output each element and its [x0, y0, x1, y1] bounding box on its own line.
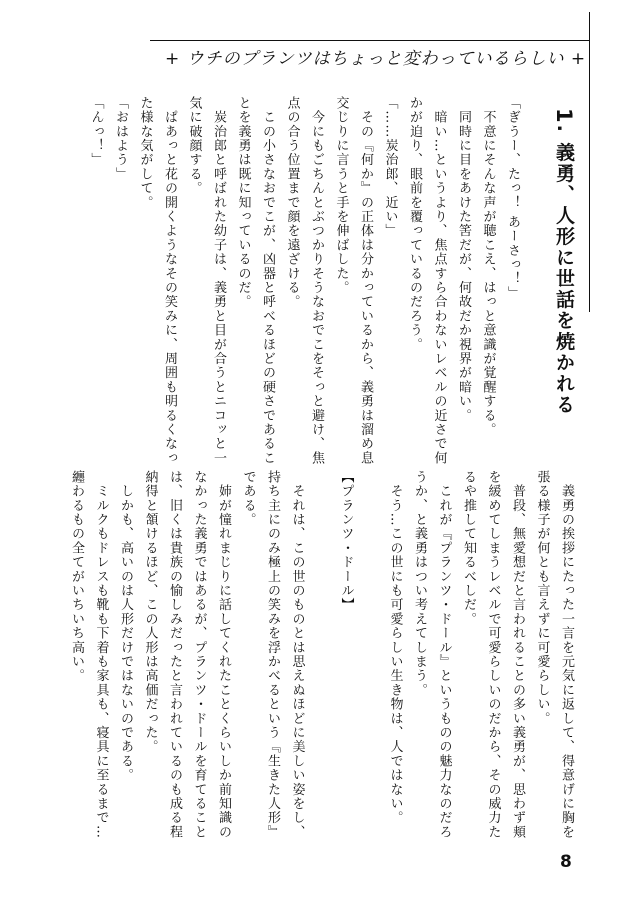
header-vertical-rule — [589, 12, 590, 312]
text-line: 気に破顔する。 — [186, 96, 202, 196]
text-line: 「ぎうー、たっ！ あーさっ！」 — [505, 96, 520, 301]
text-line: かが迫り、眼前を覆っているのだろう。 — [407, 96, 422, 352]
page-number: 8 — [560, 852, 572, 872]
text-line: である。 — [240, 470, 256, 527]
chapter-title: 義勇、人形に世話を焼かれる — [553, 142, 575, 416]
text-line: うか、と義勇はつい考えてしまう。 — [412, 470, 427, 698]
text-line: 炭治郎と呼ばれた幼子は、義勇と目が合うとニコッと一 — [211, 96, 226, 466]
text-line: 不意にそんな声が聴こえ、はっと意識が覚醒する。 — [480, 96, 496, 437]
chapter-number-dot: . — [553, 124, 575, 134]
body-text-bottom — [69, 470, 578, 840]
text-line: ミルクもドレスも靴も下着も家具も、寝具に至るまで… — [93, 470, 109, 840]
text-line: 「……炭治郎、近い」 — [382, 96, 398, 238]
text-line: とを義勇は既に知っているのだ。 — [235, 96, 251, 309]
text-line: 納得と頷けるほど、この人形は高価だった。 — [142, 470, 158, 754]
text-line: 張る様子が何とも言えずに可愛らしい。 — [534, 470, 550, 726]
text-line — [309, 470, 334, 825]
text-line: それは、この世のものとは思えぬほどに美しい姿をし、 — [289, 470, 305, 840]
text-line: 【プランツ・ドール】 — [338, 470, 354, 612]
text-line: 「んっ！」 — [88, 96, 104, 167]
text-line: しかも、高いのは人形だけではないのである。 — [118, 470, 133, 783]
text-line: 普段、無愛想だと言われることの多い義勇が、思わず頬 — [510, 470, 525, 840]
chapter-heading — [540, 108, 578, 416]
text-line: を緩めてしまうレベルで可愛らしいのだから、その威力た — [485, 470, 501, 840]
text-line: 同時に目をあけた筈だが、何故だか視界が暗い。 — [456, 96, 471, 423]
header-rule — [150, 40, 590, 41]
text-line: 交じりに言うと手を伸ばした。 — [333, 96, 349, 295]
text-line: ぱあっと花の開くようなその笑みに、周囲も明るくなっ — [162, 96, 177, 466]
text-line: 今にもごちんとぶつかりそうなおでこをそっと避け、焦 — [309, 96, 324, 466]
chapter-number: 1 — [552, 108, 576, 125]
text-line: るや推して知るべしだ。 — [461, 470, 476, 627]
body-text-top — [88, 96, 524, 466]
text-line: なかった義勇ではあるが、プランツ・ドールを育てること — [191, 470, 207, 840]
text-line: は、旧くは貴族の愉しみだったと言われているのも成る程 — [167, 470, 182, 840]
text-line: 纏わるもの全てがいちいち高い。 — [69, 470, 84, 683]
text-line: 暗い…というより、焦点すら合わないレベルの近さで何 — [431, 96, 447, 466]
text-line: 持ち主にのみ極上の笑みを浮かべるという『生きた人形』 — [265, 470, 280, 840]
text-line — [358, 470, 383, 825]
text-line: これが『プランツ・ドール』というものの魅力なのだろ — [436, 470, 452, 840]
text-line: 「おはよう」 — [113, 96, 128, 182]
text-line: 義勇の挨拶にたった一言を元気に返して、得意げに胸を — [559, 470, 574, 840]
text-line: 点の合う位置まで顔を遠ざける。 — [284, 96, 300, 309]
text-line: この小さなおでこが、凶器と呼べるほどの硬さであるこ — [260, 96, 275, 466]
text-line: そう…この世にも可愛らしい生き物は、人ではない。 — [387, 470, 403, 825]
text-line: 姉が憧れまじりに話してくれたことくらいしか前知識の — [216, 470, 231, 840]
text-line: た様な気がして。 — [137, 96, 153, 210]
text-line: その『何か』の正体は分かっているから、義勇は溜め息 — [358, 96, 373, 466]
running-title: + ウチのプランツはちょっと変わっているらしい + — [165, 49, 587, 69]
